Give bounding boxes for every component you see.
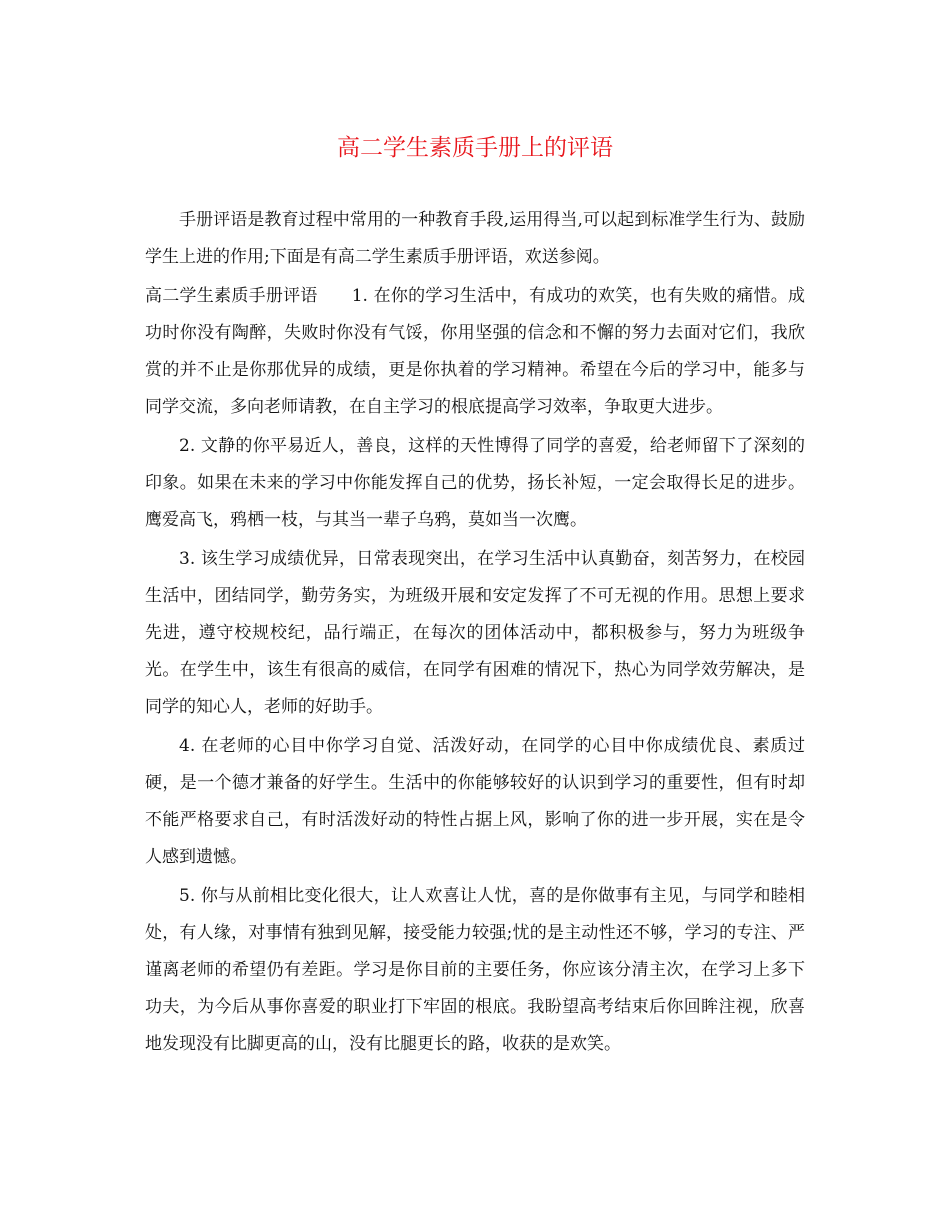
document-body [145, 202, 805, 1063]
comment-text-1: 1. 在你的学习生活中，有成功的欢笑，也有失败的痛惜。成功时你没有陶醉，失败时你没有气馁，你用坚强的信念和不懈的努力去面对它们，我欣赏的并不止是你那优异的成绩，更是你执着的学习精神。希望在今后的学习中，能多与同学交流，多向老师请教，在自主学习的根底提高学习效率，争取更大进步。 [145, 286, 806, 417]
section-label: 高二学生素质手册评语 [145, 286, 318, 306]
comment-paragraph-2: 2. 文静的你平易近人，善良，这样的天性博得了同学的喜爱，给老师留下了深刻的印象。如果在未来的学习中你能发挥自己的优势，扬长补短，一定会取得长足的进步。鹰爱高飞，鸦栖一枝，与其当一辈子乌鸦，莫如当一次鹰。 [145, 436, 805, 530]
comment-paragraph-4: 4. 在老师的心目中你学习自觉、活泼好动，在同学的心目中你成绩优良、素质过硬，是一个德才兼备的好学生。生活中的你能够较好的认识到学习的重要性，但有时却不能严格要求自己，有时活泼好动的特性占据上风，影响了你的进一步开展，实在是令人感到遗憾。 [145, 736, 805, 867]
comment-paragraph-1 [145, 278, 805, 426]
comment-paragraph-3: 3. 该生学习成绩优异，日常表现突出，在学习生活中认真勤奋，刻苦努力，在校园生活中，团结同学，勤劳务实，为班级开展和安定发挥了不可无视的作用。思想上要求先进，遵守校规校纪，品行端正，在每次的团体活动中，都积极参与，努力为班级争光。在学生中，该生有很高的威信，在同学有困难的情况下，热心为同学效劳解决，是同学的知心人，老师的好助手。 [145, 549, 805, 717]
intro-paragraph: 手册评语是教育过程中常用的一种教育手段,运用得当,可以起到标准学生行为、鼓励学生上进的作用;下面是有高二学生素质手册评语，欢送参阅。 [145, 210, 805, 267]
document-title: 高二学生素质手册上的评语 [337, 135, 613, 161]
comment-paragraph-5: 5. 你与从前相比变化很大，让人欢喜让人忧，喜的是你做事有主见，与同学和睦相处，有人缘，对事情有独到见解，接受能力较强;忧的是主动性还不够，学习的专注、严谨离老师的希望仍有差距。学习是你目前的主要任务，你应该分清主次，在学习上多下功夫，为今后从事你喜爱的职业打下牢固的根底。我盼望高考结束后你回眸注视，欣喜地发现没有比脚更高的山，没有比腿更长的路，收获的是欢笑。 [145, 886, 805, 1054]
